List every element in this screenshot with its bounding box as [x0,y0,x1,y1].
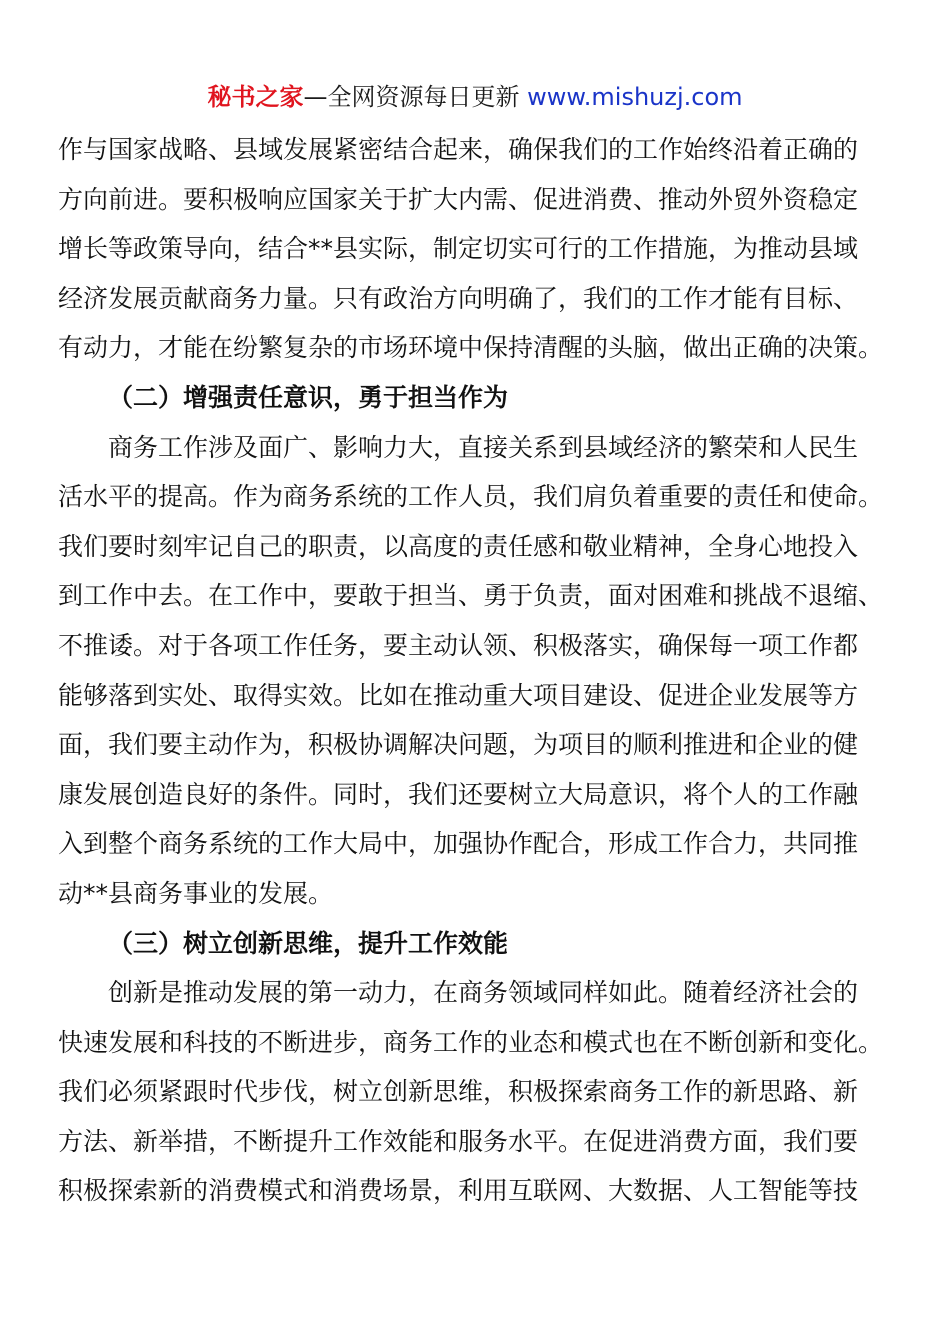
section-heading: （二）增强责任意识，勇于担当作为 [108,382,509,412]
paragraph-line: 入到整个商务系统的工作大局中，加强协作配合，形成工作合力，共同推 [58,829,859,859]
paragraph-line: 快速发展和科技的不断进步，商务工作的业态和模式也在不断创新和变化。 [58,1027,884,1057]
paragraph-line: 有动力，才能在纷繁复杂的市场环境中保持清醒的头脑，做出正确的决策。 [58,333,884,363]
paragraph-line: 动**县商务事业的发展。 [58,878,334,908]
paragraph-line: 能够落到实处、取得实效。比如在推动重大项目建设、促进企业发展等方 [58,680,859,710]
paragraph-line: 我们必须紧跟时代步伐，树立创新思维，积极探索商务工作的新思路、新 [58,1077,859,1107]
header-url[interactable]: www.mishuzj.com [527,83,743,111]
paragraph-line: 积极探索新的消费模式和消费场景，利用互联网、大数据、人工智能等技 [58,1176,859,1206]
site-header [0,80,950,114]
paragraph-line: 商务工作涉及面广、影响力大，直接关系到县域经济的繁荣和人民生 [108,432,859,462]
paragraph-line: 面，我们要主动作为，积极协调解决问题，为项目的顺利推进和企业的健 [58,730,859,760]
paragraph-line: 经济发展贡献商务力量。只有政治方向明确了，我们的工作才能有目标、 [58,283,859,313]
paragraph-line: 到工作中去。在工作中，要敢于担当、勇于负责，面对困难和挑战不退缩、 [58,581,884,611]
document-body [58,125,898,1216]
paragraph-line: 创新是推动发展的第一动力，在商务领域同样如此。随着经济社会的 [108,978,859,1008]
paragraph-line: 作与国家战略、县域发展紧密结合起来，确保我们的工作始终沿着正确的 [58,135,859,164]
section-heading: （三）树立创新思维，提升工作效能 [108,928,509,958]
paragraph-line: 我们要时刻牢记自己的职责，以高度的责任感和敬业精神，全身心地投入 [58,531,859,561]
paragraph-line: 方法、新举措，不断提升工作效能和服务水平。在促进消费方面，我们要 [58,1126,859,1156]
paragraph-line: 增长等政策导向，结合**县实际，制定切实可行的工作措施，为推动县域 [58,234,859,264]
header-brand: 秘书之家 [207,83,304,111]
paragraph-line: 康发展创造良好的条件。同时，我们还要树立大局意识，将个人的工作融 [58,779,859,809]
paragraph-line: 不推诿。对于各项工作任务，要主动认领、积极落实，确保每一项工作都 [58,630,859,660]
paragraph-line: 活水平的提高。作为商务系统的工作人员，我们肩负着重要的责任和使命。 [58,482,884,512]
paragraph-line: 方向前进。要积极响应国家关于扩大内需、促进消费、推动外贸外资稳定 [58,184,859,214]
header-tagline: —全网资源每日更新 [303,83,520,111]
